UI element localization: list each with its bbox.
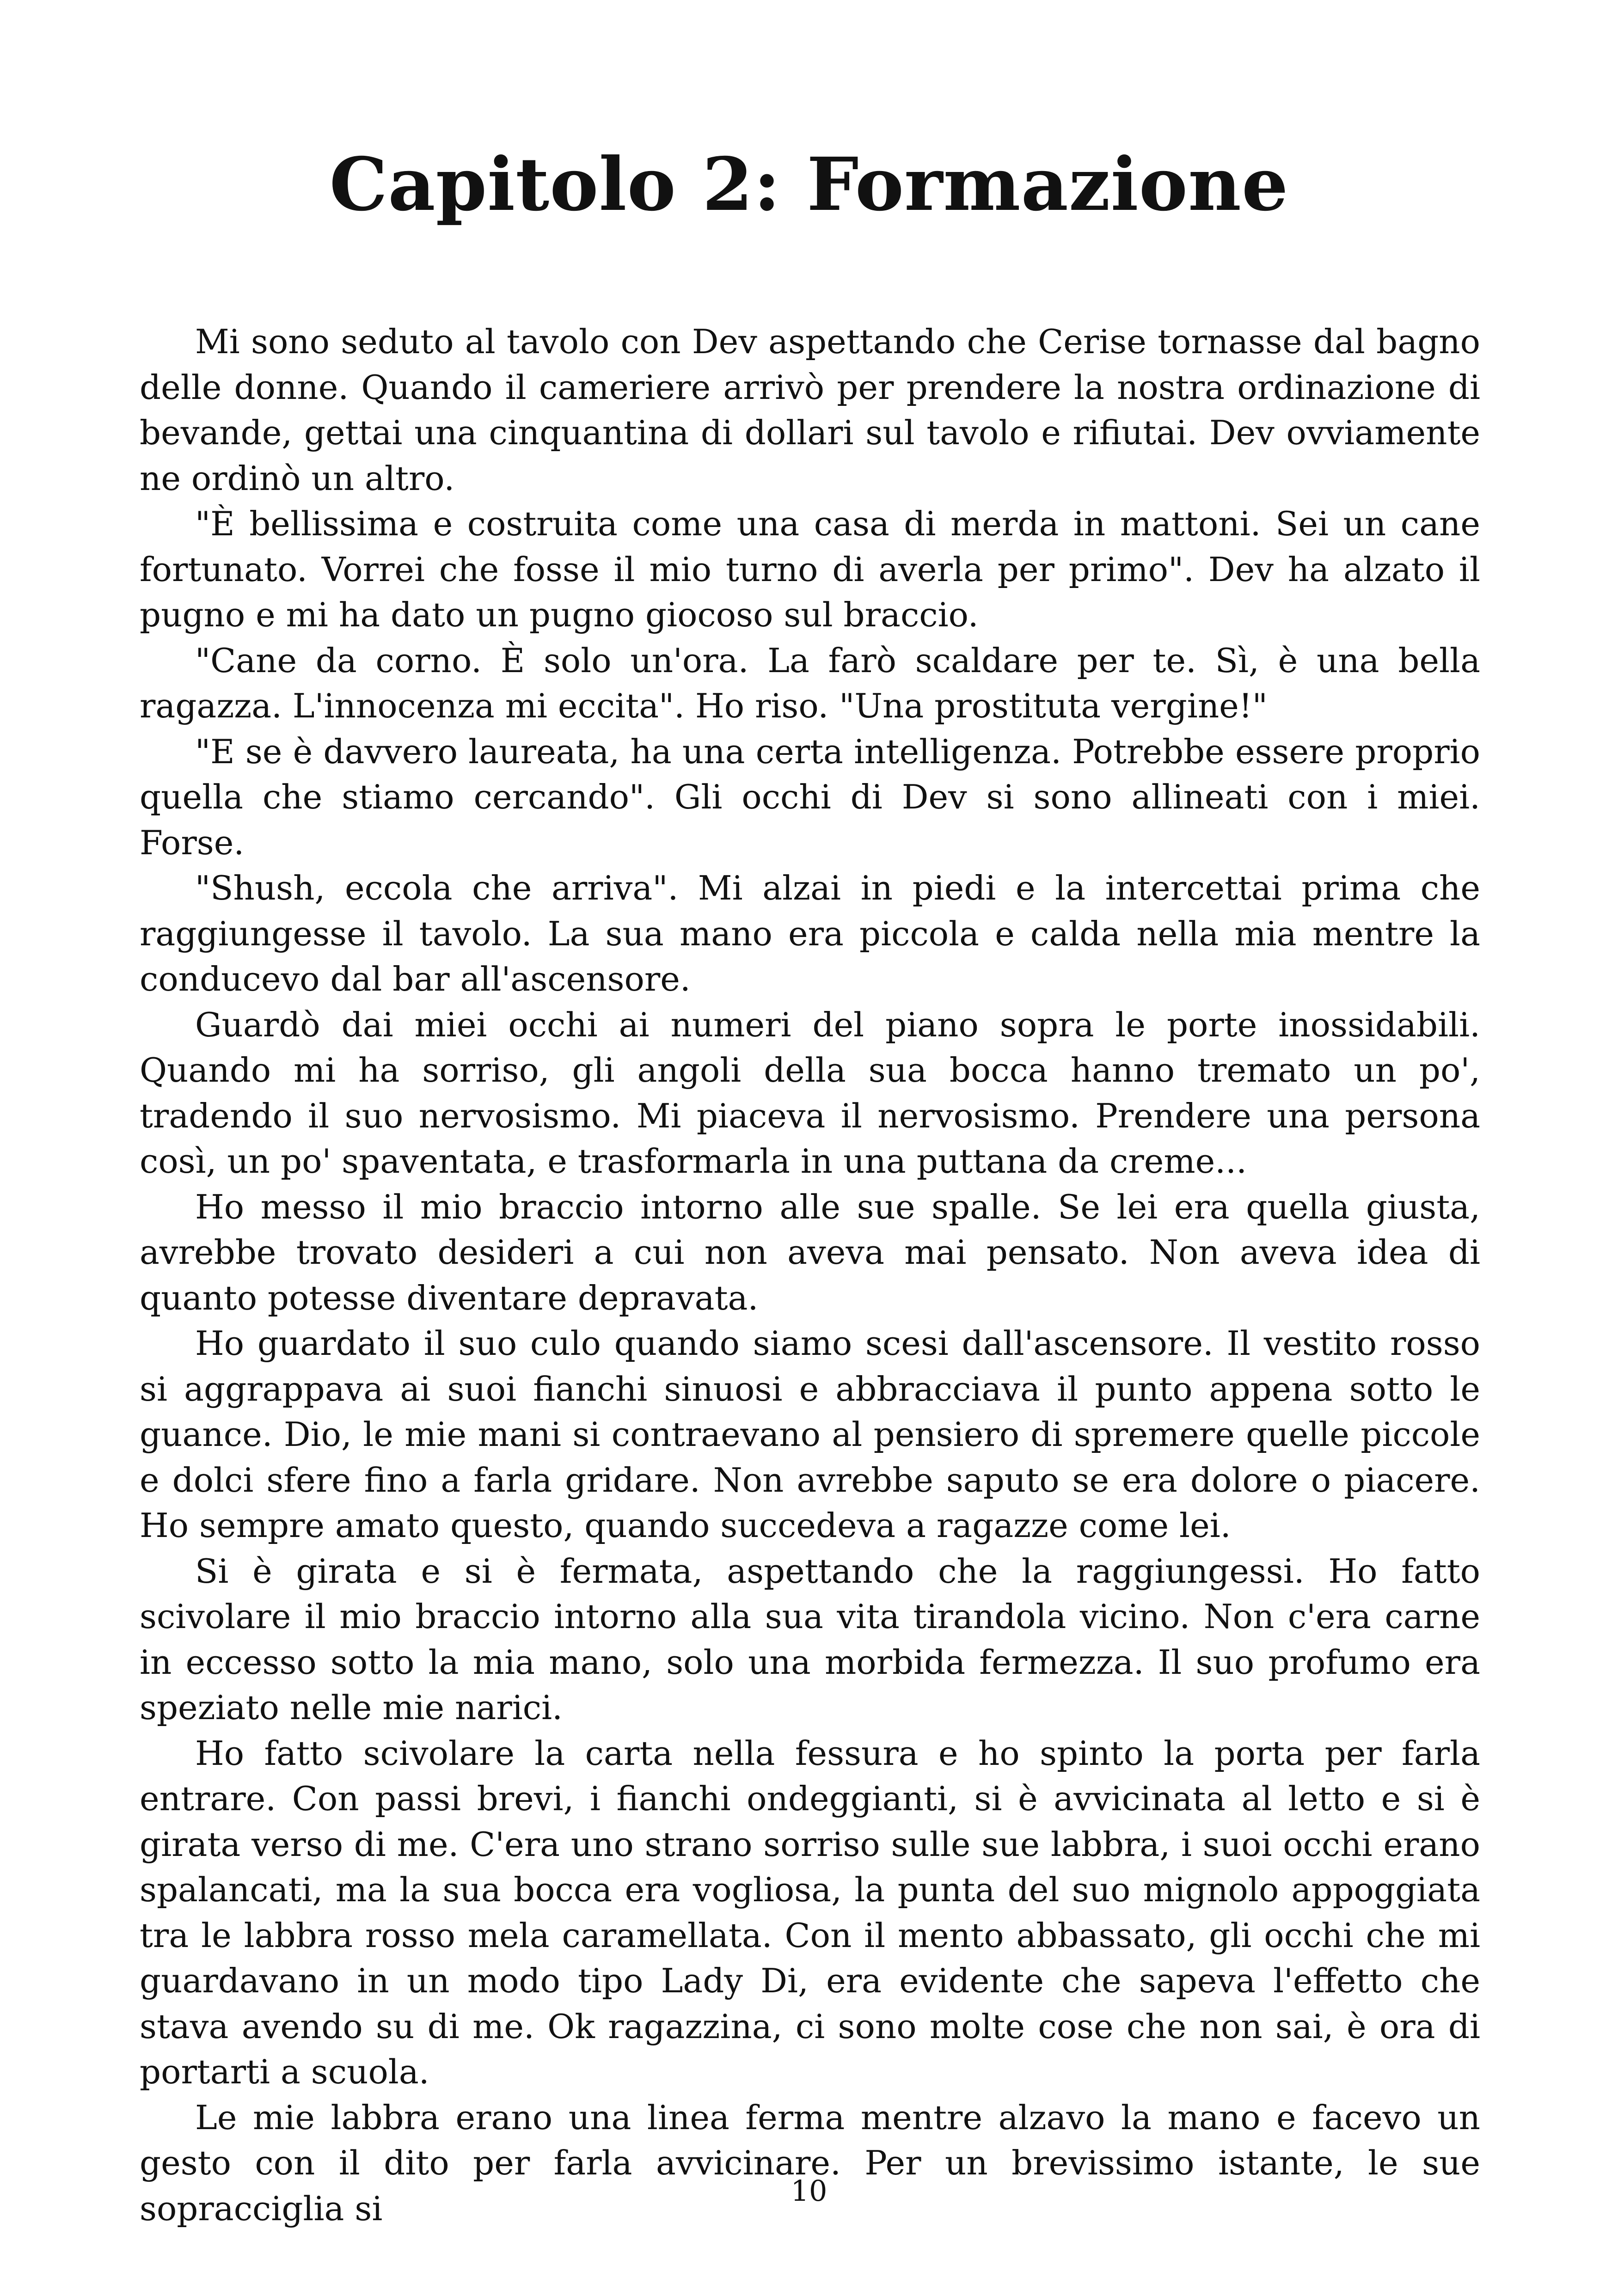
paragraph-continued: Le mie labbra erano una linea ferma mentre alzavo la mano e facevo un gesto con il dito per farla avvicinare. Per un brevissimo istante, le sue sopracciglia si	[140, 2098, 1480, 2228]
paragraph: "E se è davvero laureata, ha una certa intelligenza. Potrebbe essere proprio quella che stiamo cercando". Gli occhi di Dev si sono allineati con i miei. Forse.	[140, 732, 1480, 862]
paragraph: Guardò dai miei occhi ai numeri del piano sopra le porte inossidabili. Quando mi ha sorriso, gli angoli della sua bocca hanno tremato un po', tradendo il suo nervosismo. Mi piaceva il nervosismo. Prendere una persona così, un po' spaventata, e trasformarla in una puttana da creme...	[140, 1005, 1480, 1181]
page-number: 10	[791, 2174, 827, 2208]
paragraph: "Shush, eccola che arriva". Mi alzai in piedi e la intercettai prima che raggiungesse il tavolo. La sua mano era piccola e calda nella mia mentre la conducevo dal bar all'ascensore.	[140, 869, 1480, 998]
paragraph: Ho messo il mio braccio intorno alle sue spalle. Se lei era quella giusta, avrebbe trovato desideri a cui non aveva mai pensato. Non aveva idea di quanto potesse diventare depravata.	[140, 1187, 1480, 1317]
chapter-title: Capitolo 2: Formazione	[329, 142, 1289, 227]
paragraph: "È bellissima e costruita come una casa di merda in mattoni. Sei un cane fortunato. Vorrei che fosse il mio turno di averla per primo". Dev ha alzato il pugno e mi ha dato un pugno giocoso sul braccio.	[140, 504, 1480, 634]
paragraph: "Cane da corno. È solo un'ora. La farò scaldare per te. Sì, è una bella ragazza. L'innocenza mi eccita". Ho riso. "Una prostituta vergine!"	[140, 641, 1480, 725]
paragraph: Ho fatto scivolare la carta nella fessura e ho spinto la porta per farla entrare. Con passi brevi, i fianchi ondeggianti, si è avvicinata al letto e si è girata verso di me. C'era uno strano sorriso sulle sue labbra, i suoi occhi erano spalancati, ma la sua bocca era vogliosa, la punta del suo mignolo appoggiata tra le labbra rosso mela caramellata. Con il mento abbassato, gli occhi che mi guardavano in un modo tipo Lady Di, era evidente che sapeva l'effetto che stava avendo su di me. Ok ragazzina, ci sono molte cose che non sai, è ora di portarti a scuola.	[140, 1733, 1480, 2091]
chapter-body	[140, 319, 1480, 2231]
paragraph: Mi sono seduto al tavolo con Dev aspettando che Cerise tornasse dal bagno delle donne. Quando il cameriere arrivò per prendere la nostra ordinazione di bevande, gettai una cinquantina di dollari sul tavolo e rifiutai. Dev ovviamente ne ordinò un altro.	[140, 322, 1480, 498]
paragraph: Ho guardato il suo culo quando siamo scesi dall'ascensore. Il vestito rosso si aggrappava ai suoi fianchi sinuosi e abbracciava il punto appena sotto le guance. Dio, le mie mani si contraevano al pensiero di spremere quelle piccole e dolci sfere fino a farla gridare. Non avrebbe saputo se era dolore o piacere. Ho sempre amato questo, quando succedeva a ragazze come lei.	[140, 1324, 1480, 1545]
paragraph: Si è girata e si è fermata, aspettando che la raggiungessi. Ho fatto scivolare il mio braccio intorno alla sua vita tirandola vicino. Non c'era carne in eccesso sotto la mia mano, solo una morbida fermezza. Il suo profumo era speziato nelle mie narici.	[140, 1551, 1480, 1727]
